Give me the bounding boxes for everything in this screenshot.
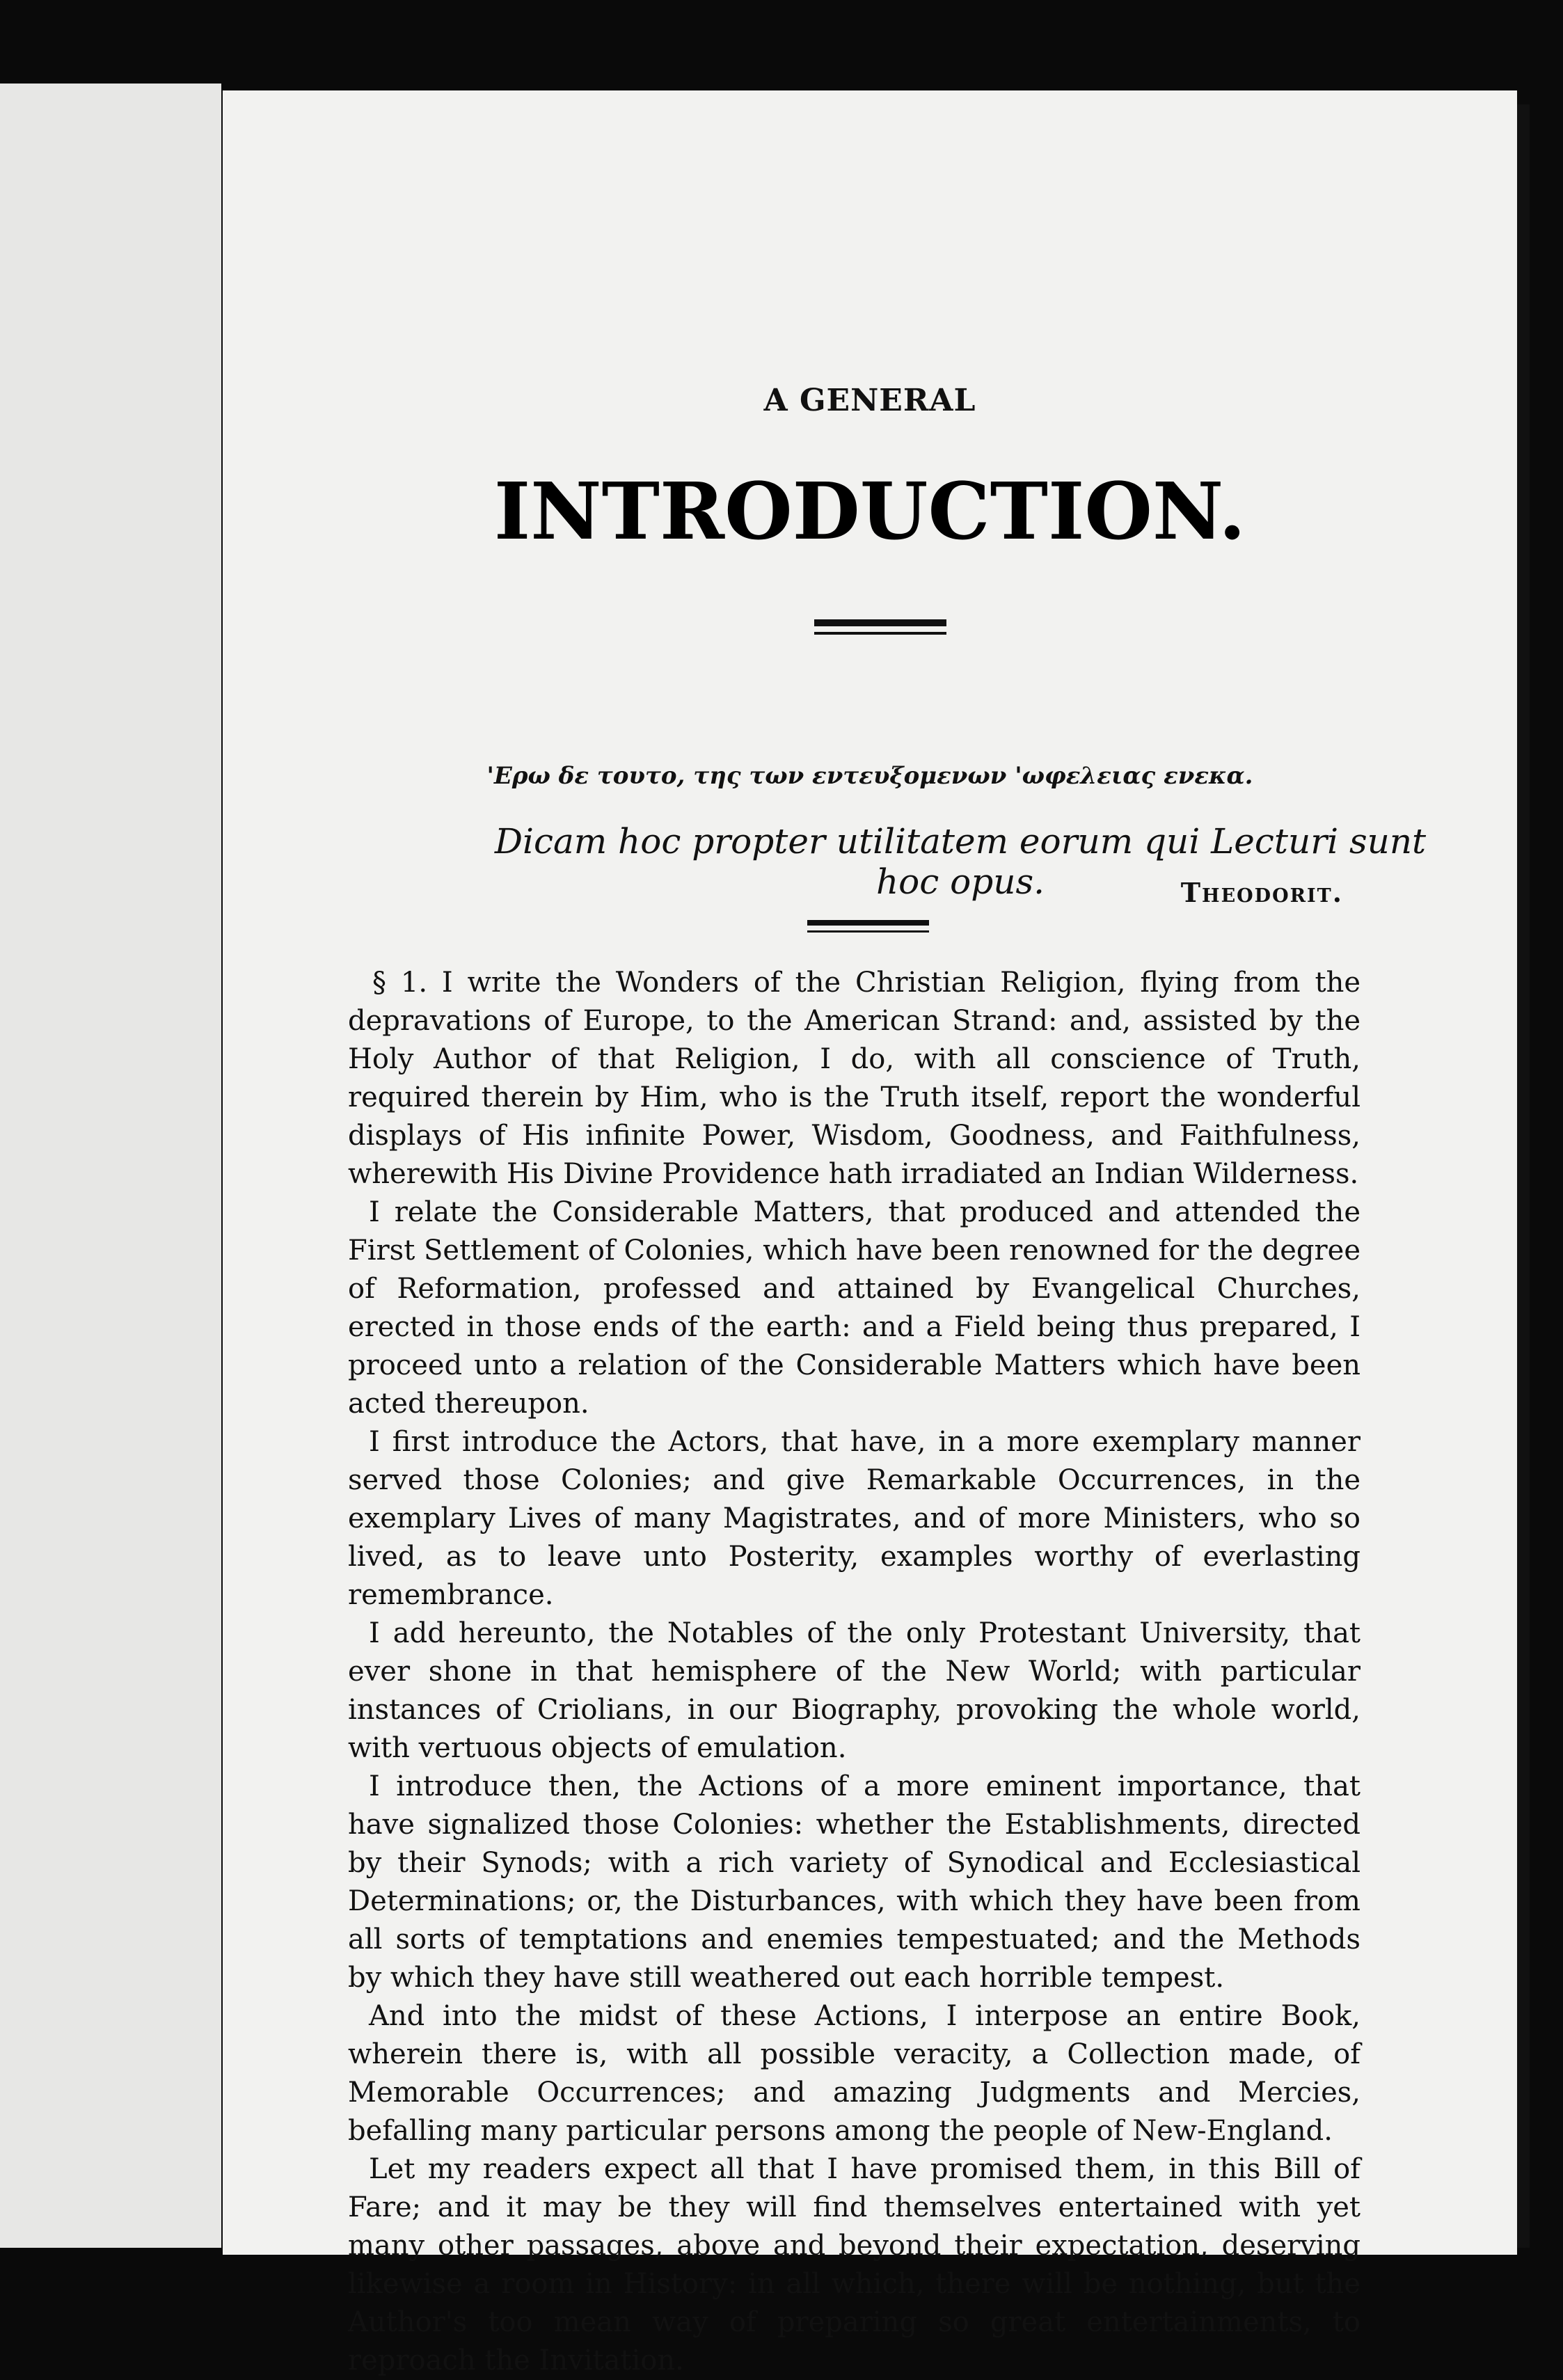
paragraph-4: I add hereunto, the Notables of the only Protestant University, that ever shone in that hemisphere of the New World; with particular instances of Criolians, in our Biography, provoking the whole world, with vertuous objects of emulation.	[348, 1617, 1360, 1764]
paragraph-7: Let my readers expect all that I have promised them, in this Bill of Fare; and it may be they will find themselves entertained with yet many other passages, above and beyond their expectation, deserving likewise a room in History: in all which, there will be nothing, but the Author's too mean way of preparing so great entertainments, to reproach the Invitation.	[348, 2153, 1360, 2377]
ornamental-rule-top	[814, 619, 946, 626]
paragraph-6: And into the midst of these Actions, I interpose an entire Book, wherein there is, with all possible veracity, a Collection made, of Memorable Occurrences; and amazing Judgments and Mercies, befalling many particular persons among the people of New-England.	[348, 2000, 1360, 2147]
page-title: INTRODUCTION.	[493, 466, 1246, 557]
epigraph-attribution: Theodorit.	[1180, 877, 1343, 908]
paragraph-5: I introduce then, the Actions of a more eminent importance, that have signalized those Colonies: whether the Establishments, directed by their Synods; with a rich variety of Synodical and Ecclesiastical Determinations; or, the Disturbances, with which they have been from all sorts of temptations and enemies tempestuated; and the Methods by which they have still weathered out each horrible tempest.	[348, 1770, 1360, 1994]
ornamental-rule-bottom-thin	[807, 930, 929, 933]
heading-subtitle: A GENERAL	[763, 383, 976, 418]
document-page	[223, 90, 1517, 2377]
paragraph-2: I relate the Considerable Matters, that produced and attended the First Settlement of Colonies, which have been renowned for the degree of Reformation, professed and attained by Evangelical Churches, erected in those ends of the earth: and a Field being thus prepared, I proceed unto a relation of the Considerable Matters which have been acted thereupon.	[348, 1196, 1360, 1420]
ornamental-rule-bottom	[807, 920, 929, 926]
epigraph-latin: Dicam hoc propter utilitatem eorum qui Lecturi sunt hoc opus.	[494, 821, 1427, 902]
facing-page	[0, 84, 221, 2248]
page-shadow-edge	[1516, 104, 1530, 2248]
body-text	[348, 964, 1360, 2380]
paragraph-3: I first introduce the Actors, that have, in a more exemplary manner served those Colonies; and give Remarkable Occurrences, in the exemplary Lives of many Magistrates, and of more Ministers, who so lived, as to leave unto Posterity, examples worthy of everlasting remembrance.	[348, 1426, 1360, 1611]
ornamental-rule-top-thin	[814, 632, 946, 635]
paragraph-1: § 1. I write the Wonders of the Christian Religion, flying from the depravations of Europe, to the American Strand: and, assisted by the Holy Author of that Religion, I do, with all conscience of Truth, required therein by Him, who is the Truth itself, report the wonderful displays of His infinite Power, Wisdom, Goodness, and Faithfulness, wherewith His Divine Providence hath irradiated an Indian Wilderness.	[348, 967, 1360, 1190]
epigraph-greek: 'Ερω δε τουτο, της των εντευξομενων 'ωφελειας ενεκα.	[486, 762, 1253, 790]
